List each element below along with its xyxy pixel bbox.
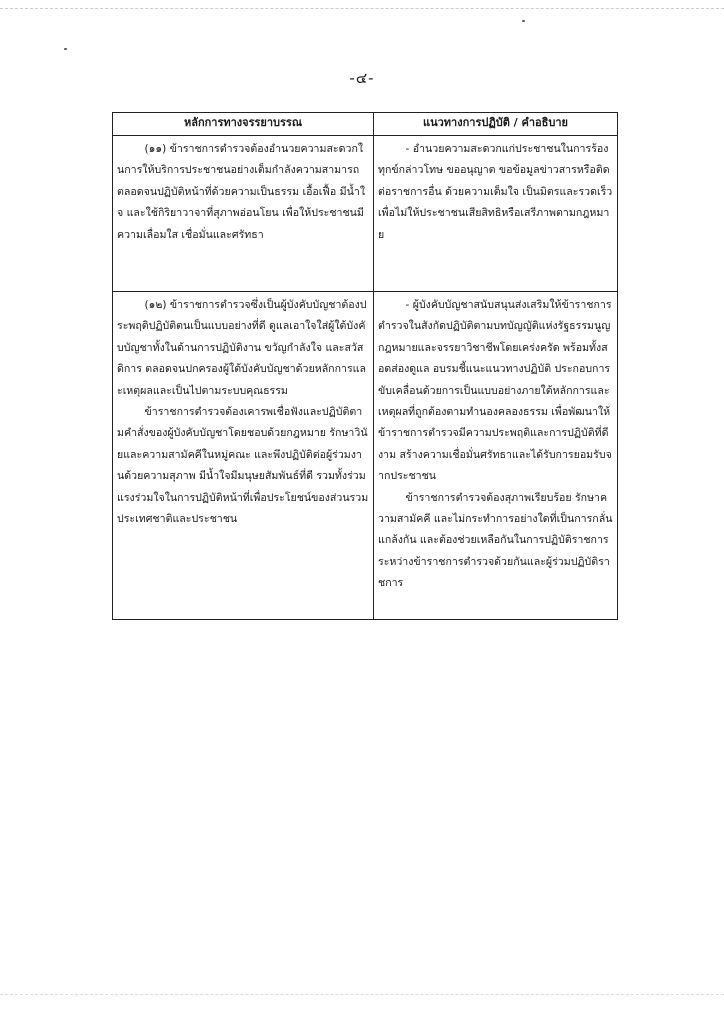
scan-edge-top	[0, 8, 724, 13]
principle-cell	[113, 292, 374, 620]
ethics-table	[112, 112, 618, 620]
guideline-paragraph: - ผู้บังคับบัญชาสนับสนุนส่งเสริมให้ข้าราชการตำรวจในสังกัดปฏิบัติตามบทบัญญัติแห่งรัฐธรรมนูญ กฎหมายและจรรยาวิชาชีพโดยเคร่งครัด พร้อมทั้งสอดส่องดูแล อบรมชี้แนะแนวทางปฏิบัติ ประกอบการขับเคลื่อนด้วยการเป็นแบบอย่างภายใต้หลักการและเหตุผลที่ถูกต้องตามทำนองคลองธรรม เพื่อพัฒนาให้ข้าราชการตำรวจมีความประพฤติและการปฏิบัติที่ดีงาม สร้างความเชื่อมั่นศรัทธาและได้รับการยอมรับจากประชาชน	[378, 299, 612, 483]
guideline-paragraph: ข้าราชการตำรวจต้องสุภาพเรียบร้อย รักษาความสามัคคี และไม่กระทำการอย่างใดที่เป็นการกลั่นแกล้งกัน และต้องช่วยเหลือกันในการปฏิบัติราชการระหว่างข้าราชการตำรวจด้วยกันและผู้ร่วมปฏิบัติราชการ	[378, 491, 613, 590]
scan-edge-bottom	[0, 994, 724, 997]
guideline-cell	[374, 292, 618, 620]
guideline-cell	[374, 136, 618, 292]
scan-speck	[522, 20, 525, 22]
principle-paragraph: (๑๒) ข้าราชการตำรวจซึ่งเป็นผู้บังคับบัญชาต้องประพฤติปฏิบัติตนเป็นแบบอย่างที่ดี ดูแลเอาใจใส่ผู้ใต้บังคับบัญชาทั้งในด้านการปฏิบัติงาน ขวัญกำลังใจ และสวัสดิการ ตลอดจนปกครองผู้ใต้บังคับบัญชาด้วยหลักการและเหตุผลและเป็นไปตามระบบคุณธรรม	[117, 299, 367, 397]
principle-paragraph: ข้าราชการตำรวจต้องเคารพเชื่อฟังและปฏิบัติตามคำสั่งของผู้บังคับบัญชาโดยชอบด้วยกฎหมาย รักษาวินัยและความสามัคคีในหมู่คณะ และพึงปฏิบัติต่อผู้ร่วมงานด้วยความสุภาพ มีน้ำใจมีมนุษยสัมพันธ์ที่ดี รวมทั้งร่วมแรงร่วมใจในการปฏิบัติหน้าที่เพื่อประโยชน์ของส่วนรวม ประเทศชาติและประชาชน	[117, 406, 369, 526]
principle-cell	[113, 136, 374, 292]
guideline-column-header: แนวทางการปฏิบัติ / คำอธิบาย	[374, 113, 618, 136]
table-row	[113, 136, 618, 292]
principle-paragraph: (๑๑) ข้าราชการตำรวจต้องอำนวยความสะดวกในการให้บริการประชาชนอย่างเต็มกำลังความสามารถ ตลอดจนปฏิบัติหน้าที่ด้วยความเป็นธรรม เอื้อเฟื้อ มีน้ำใจ และใช้กิริยาวาจาที่สุภาพอ่อนโยน เพื่อให้ประชาชนมีความเลื่อมใส เชื่อมั่นและศรัทธา	[117, 143, 365, 241]
scan-speck	[64, 48, 67, 50]
principle-column-header: หลักการทางจรรยาบรรณ	[113, 113, 374, 136]
table-header-row	[113, 113, 618, 136]
guideline-paragraph: - อำนวยความสะดวกแก่ประชาชนในการร้องทุกข์กล่าวโทษ ขออนุญาต ขอข้อมูลข่าวสารหรือติดต่อราชการอื่น ด้วยความเต็มใจ เป็นมิตรและรวดเร็วเพื่อไม่ให้ประชาชนเสียสิทธิหรือเสรีภาพตามกฎหมาย	[378, 143, 613, 241]
page-number: -๔-	[349, 69, 375, 87]
table-row	[113, 292, 618, 620]
